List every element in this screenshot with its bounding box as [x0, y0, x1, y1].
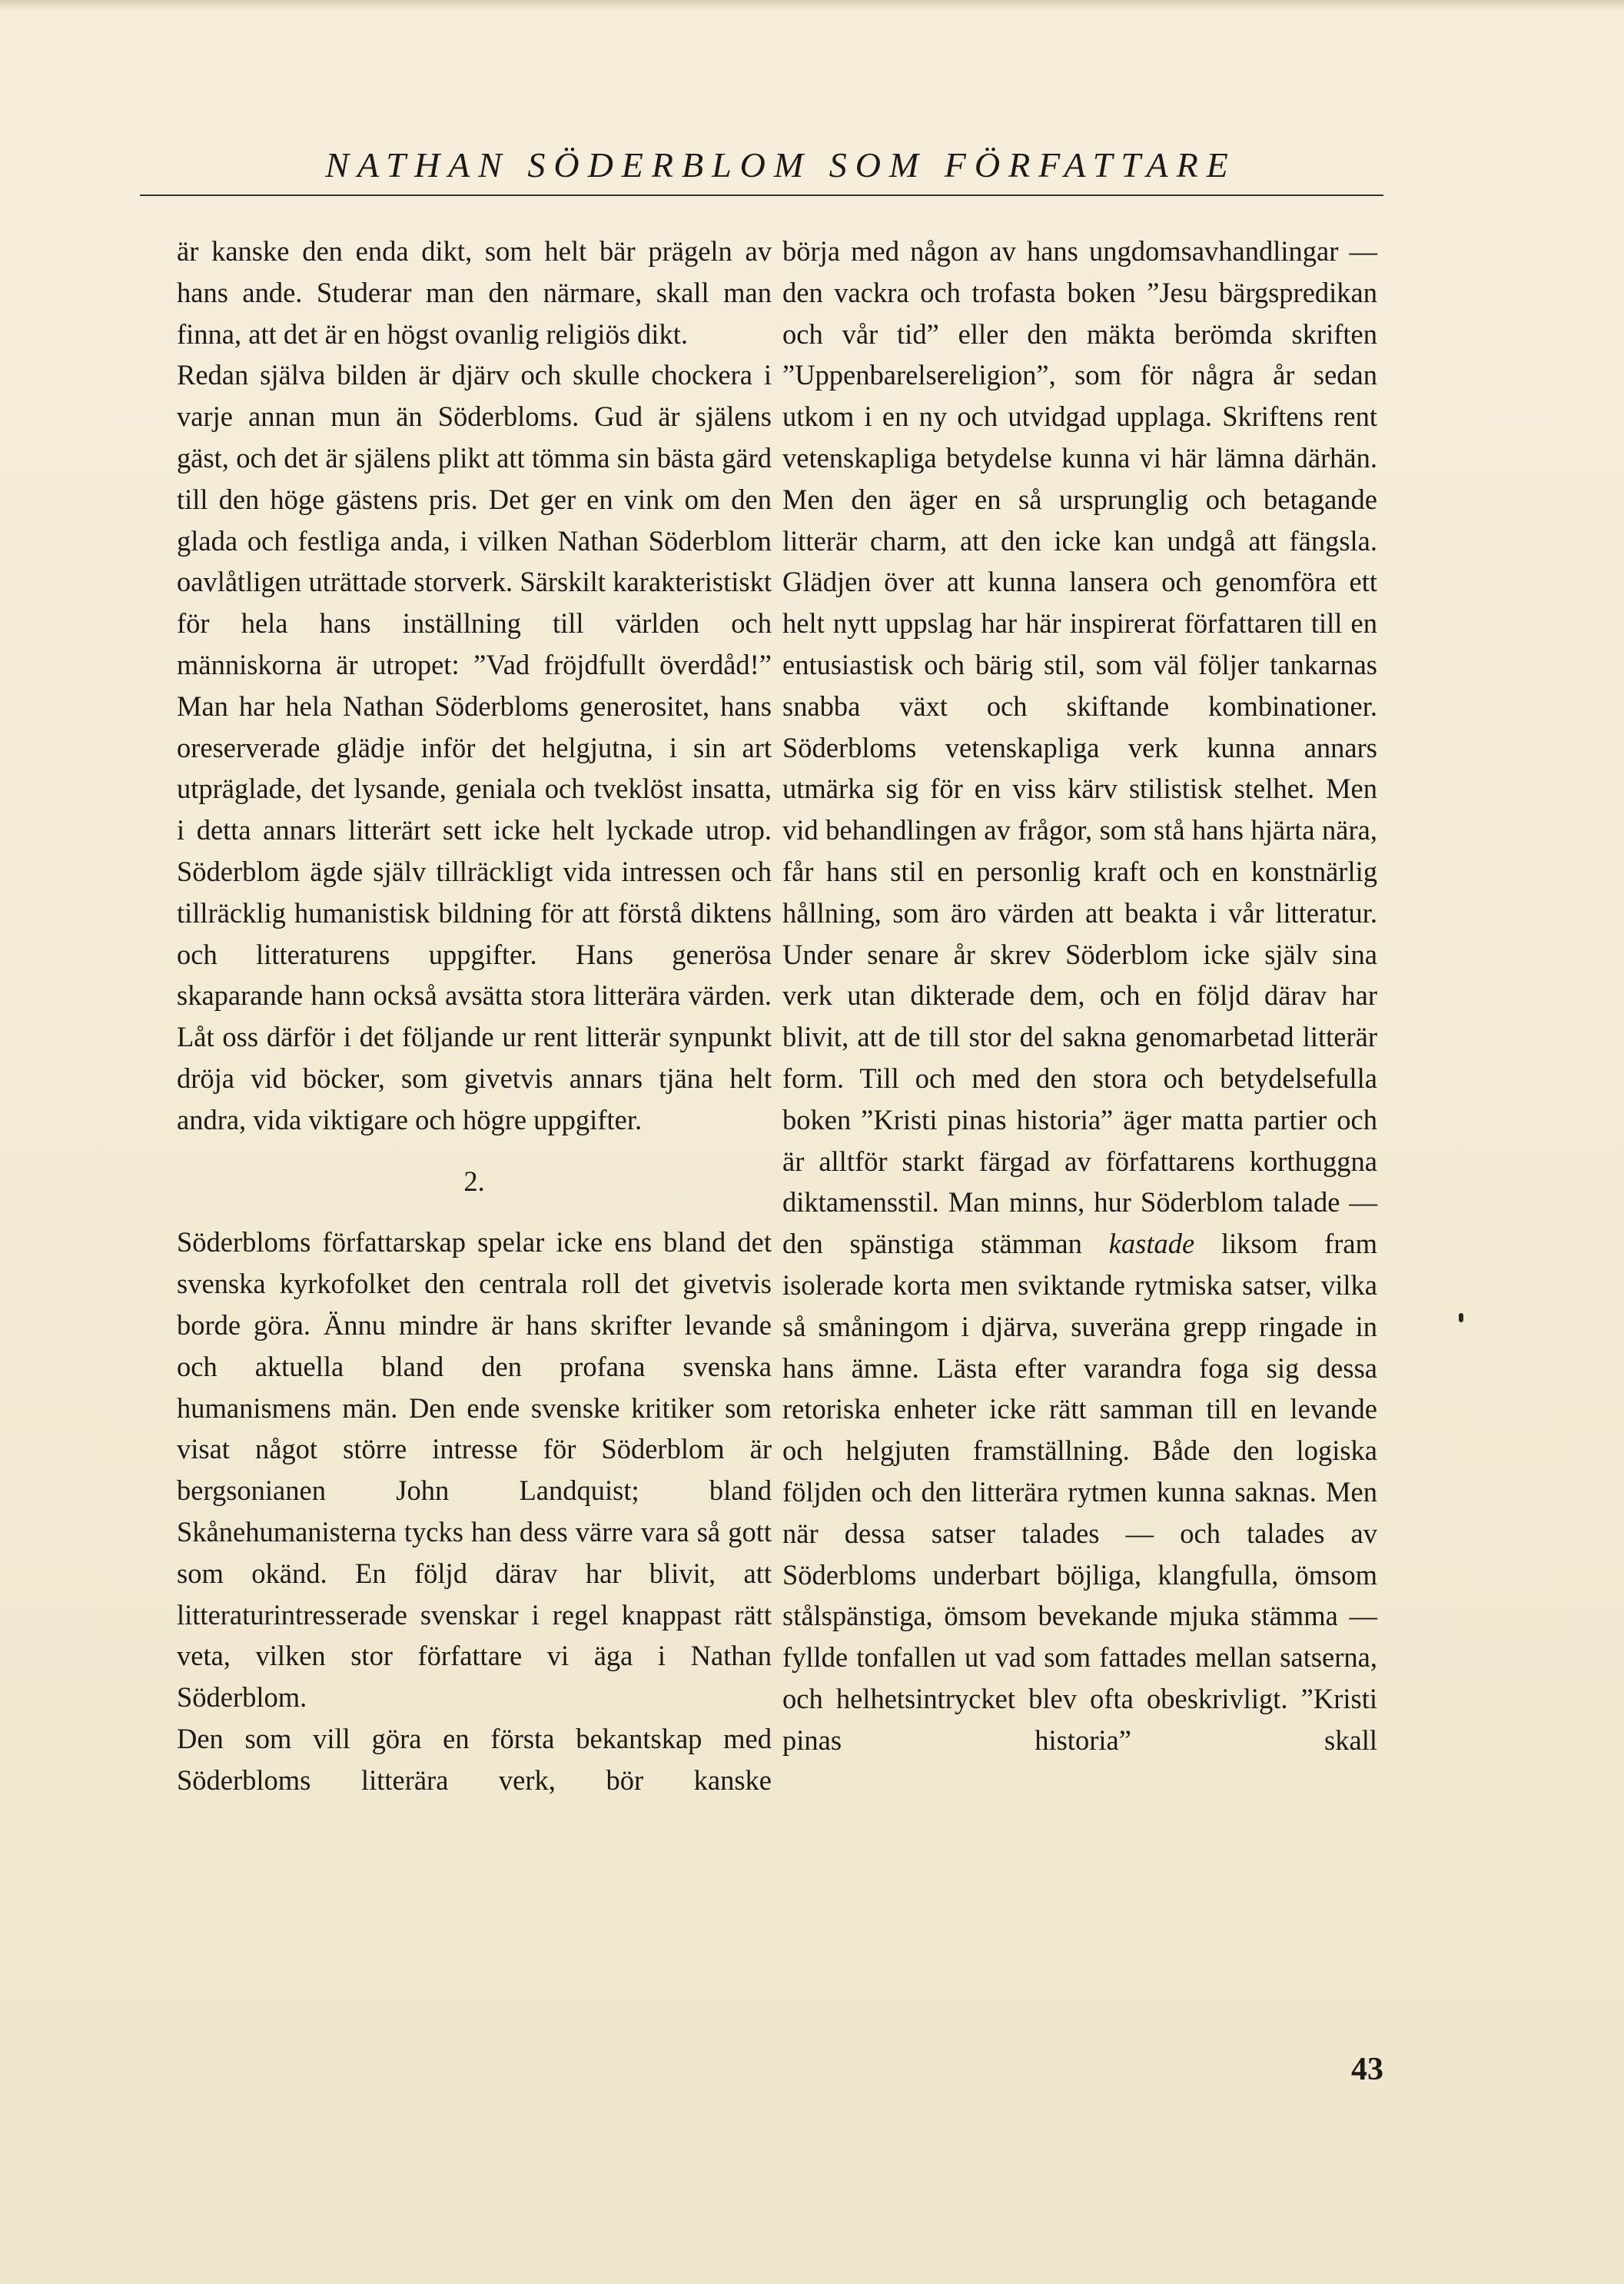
left-paragraph-2: Redan själva bilden är djärv och skulle chockera i varje annan mun än Söderbloms. Gud är själens gäst, och det är själens plikt att tömma sin bästa gärd till den höge gästens pris. Det ger en vink om den glada och festliga anda, i vilken Nathan Söderblom oavlåtligen uträttade storverk. Särskilt karakteristiskt för hela hans inställning till världen och människorna är utropet: ”Vad fröjdfullt överdåd!” Man har hela Nathan Söderbloms generositet, hans oreserverade glädje inför det helgjutna, i sin art utpräglade, det lysande, geniala och tveklöst insatta, i detta annars litterärt sett icke helt lyckade utrop. Söderblom ägde själv tillräckligt vida intressen och tillräcklig humanistisk bildning för att förstå diktens och litteraturens uppgifter. Hans generösa skaparande hann också avsätta stora litterära värden. Låt oss därför i det följande ur rent litterär synpunkt dröja vid böcker, som givetvis annars tjäna helt andra, vida viktigare och högre uppgifter.: [177, 359, 772, 1135]
left-paragraph-3: Söderbloms författarskap spelar icke ens bland det svenska kyrkofolket den centrala roll det givetvis borde göra. Ännu mindre är hans skrifter levande och aktuella bland den profana svenska humanismens män. Den ende svenske kritiker som visat något större intresse för Söderblom är bergsonianen John Landquist; bland Skånehumanisterna tycks han dess värre vara så gott som okänd. En följd därav har blivit, att litteraturintresserade svenskar i regel knappast rätt veta, vilken stor författare vi äga i Nathan Söderblom.: [177, 1226, 772, 1714]
left-paragraph-1: är kanske den enda dikt, som helt bär prägeln av hans ande. Studerar man den närmare, skall man finna, att det är en högst ovanlig religiös dikt.: [177, 235, 772, 350]
right-paragraph-1: [782, 231, 1377, 1760]
ink-speck: [1459, 1313, 1463, 1322]
section-number: 2.: [463, 1165, 485, 1197]
left-paragraph-4: Den som vill göra en första bekantskap med Söderbloms litterära verk, bör kanske: [177, 1722, 772, 1796]
header-rule: [140, 194, 1383, 196]
right-text-after-emphasis: liksom fram isolerade korta men sviktande rytmiska satser, vilka så småningom i djärva, suveräna grepp ringade in hans ämne. Lästa efter varandra foga sig dessa retoriska enheter icke rätt samman till en levande och helgjuten framställning. Både den logiska följden och den litterära rytmen kunna saknas. Men när dessa satser talades — och talades av Söderbloms underbart böjliga, klangfulla, ömsom stålspänstiga, ömsom bevekande mjuka stämma — fyllde tonfallen ut vad som fattades mellan satserna, och helhetsintrycket blev ofta obeskrivligt. ”Kristi pinas historia” skall: [782, 1228, 1378, 1756]
page-top-edge: [0, 0, 1624, 11]
left-column: [177, 231, 772, 1800]
right-column: [782, 231, 1377, 1760]
emphasized-word: kastade: [1108, 1228, 1195, 1260]
right-text-before-emphasis: börja med någon av hans ungdomsavhandlingar — den vackra och trofasta boken ”Jesu bärgspredikan och vår tid” eller den mäkta berömda skriften ”Uppenbarelsereligion”, som för några år sedan utkom i en ny och utvidgad upplaga. Skriftens rent vetenskapliga betydelse kunna vi här lämna därhän. Men den äger en så ursprunglig och betagande litterär charm, att den icke kan undgå att fängsla. Glädjen över att kunna lansera och genomföra ett helt nytt uppslag har här inspirerat författaren till en entusiastisk och bärig stil, som väl följer tankarnas snabba växt och skiftande kombinationer. Söderbloms vetenskapliga verk kunna annars utmärka sig för en viss kärv stilistisk stelhet. Men vid behandlingen av frågor, som stå hans hjärta nära, får hans stil en personlig kraft och en konstnärlig hållning, som äro värden att beakta i vår litteratur. Under senare år skrev Söderblom icke själv sina verk utan dikterade dem, och en följd därav har blivit, att de till stor del sakna genomarbetad litterär form. Till och med den stora och betydelsefulla boken ”Kristi pinas historia” äger matta partier och är alltför starkt färgad av författarens korthuggna diktamensstil. Man minns, hur Söderblom talade — den spänstiga stämman: [782, 235, 1377, 1260]
page-number: 43: [1351, 2052, 1383, 2087]
running-header: NATHAN SÖDERBLOM SOM FÖRFATTARE: [325, 145, 1237, 185]
